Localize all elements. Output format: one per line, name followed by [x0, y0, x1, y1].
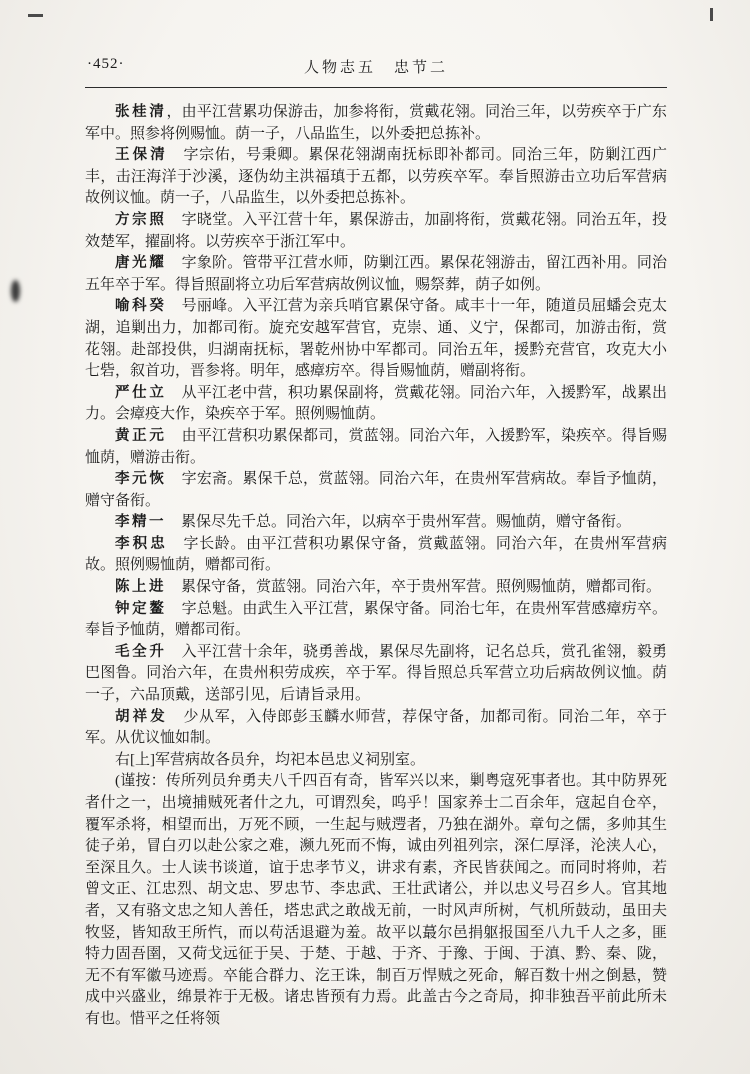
person-name: 唐光耀 — [115, 255, 167, 272]
scan-artifact — [710, 8, 713, 21]
biography-entry — [85, 642, 667, 707]
page-number: ·452· — [87, 56, 125, 72]
page-body — [85, 102, 667, 1031]
person-name: 李精一 — [115, 514, 166, 531]
person-name: 钟定鳌 — [115, 600, 167, 617]
editor-commentary — [85, 771, 667, 1030]
biography-entry — [85, 534, 667, 577]
entry-text: 号丽峰。入平江营为亲兵哨官累保守备。咸丰十一年，随道员屈蟠会克太湖，追剿出力，加都司衔。旋充安越军营官，克崇、通、义宁，保都司，加游击衔，赏花翎。赴部投供，归湖南抚标，署乾州协中军都司。同治五年，援黔充营官，攻克大小七砦，叙首功，晋参将。明年，感瘴疠卒。得旨赐恤荫，赠副将衔。 — [85, 298, 667, 380]
biography-entry — [85, 707, 667, 750]
commentary-text: (谨按：传所列员弁勇夫八千四百有奇，皆军兴以来，剿粤寇死事者也。其中防界死者什之一，出境捕贼死者什之九，可谓烈矣，呜乎！国家养士二百余年，寇起自仓卒，覆军杀将，相望而出，万死不顾，一生起与贼遌者，乃独在湖外。章句之儒，多帅其生徒子弟，冒白刃以赴公家之难，濒九死而不悔，诚由列祖列宗，深仁厚泽，沦浃人心，至深且久。士人读书谈道，谊于忠孝节义，讲求有素，齐民皆获闻之。而同时将帅，若曾文正、江忠烈、胡文忠、罗忠节、李忠武、王壮武诸公，并以忠义号召乡人。官其地者，又有骆文忠之知人善任，塔忠武之敢战无前，一时风声所树，气机所鼓动，虽田夫牧竖，皆知敌王所忾，而以苟活退避为羞。故平以蕞尔邑捐躯报国至八九千人之多，匪特力固吾圉，又荷戈远征于吴、于楚、于越、于齐、于豫、于闽、于滇、黔、秦、陇，无不有军徽马迹焉。卒能合群力、汔王诛，制百万悍贼之死命，解百数十州之倒悬，赞成中兴盛业，绵景祚于无极。诸忠皆预有力焉。此盖古今之奇局，抑非独吾平前此所未有也。惜平之任将领 — [85, 773, 667, 1027]
person-name: 方宗照 — [115, 211, 167, 228]
person-name: 胡祥发 — [115, 708, 168, 725]
biography-entry — [85, 102, 667, 145]
entry-text: 由平江营积功累保都司，赏蓝翎。同治六年，入援黔军，染疾卒。得旨赐恤荫，赠游击衔。 — [85, 427, 667, 466]
entry-text: 字晓堂。入平江营十年，累保游击，加副将衔，赏戴花翎。同治五年，投效楚军，擢副将。以劳疾卒于浙江军中。 — [85, 211, 667, 250]
entry-text: 字宗佑，号秉卿。累保花翎湖南抚标即补都司。同治三年，防剿江西广丰，击汪海洋于沙溪，逐伪幼主洪福瑱于五都，以劳疾卒军。奉旨照游击立功后军营病故例议恤。荫一子，八品监生，以外委把总拣补。 — [85, 147, 667, 207]
running-title: 人物志五 忠节二 — [303, 60, 448, 76]
closing-note — [85, 750, 667, 772]
person-name: 陈上进 — [115, 579, 166, 596]
biography-entry — [85, 210, 667, 253]
entry-text: 累保尽先千总。同治六年，以病卒于贵州军营。赐恤荫，赠守备衔。 — [166, 514, 632, 531]
header-divider — [85, 87, 667, 88]
entry-text: 字象阶。管带平江营水师，防剿江西。累保花翎游击，留江西补用。同治五年卒于军。得旨照副将立功后军营病故例议恤，赐祭葬，荫子如例。 — [85, 255, 667, 293]
biography-entry — [85, 253, 667, 296]
closing-note-text: 右[上]军营病故各员弁，均祀本邑忠义祠别室。 — [115, 751, 425, 768]
biography-entry — [85, 577, 667, 599]
person-name: 李积忠 — [115, 535, 168, 552]
person-name: 毛全升 — [115, 643, 167, 660]
page-header — [85, 56, 667, 78]
scan-artifact — [11, 280, 20, 302]
person-name: 张桂清 — [115, 104, 167, 120]
biography-entry — [85, 145, 667, 210]
person-name: 喻科癸 — [115, 298, 167, 315]
entry-text: 字宏斋。累保千总，赏蓝翎。同治六年，在贵州军营病故。奉旨予恤荫，赠守备衔。 — [85, 471, 667, 509]
entry-text: 少从军，入侍郎彭玉麟水师营，荐保守备，加都司衔。同治二年，卒于军。从优议恤如制。 — [85, 708, 667, 747]
biography-entry — [85, 426, 667, 469]
entry-text: 字总魁。由武生入平江营，累保守备。同治七年，在贵州军营感瘴疠卒。奉旨予恤荫，赠都司衔。 — [85, 600, 667, 639]
entry-text: ，由平江营累功保游击，加参将衔，赏戴花翎。同治三年，以劳疾卒于广东军中。照参将例赐恤。荫一子，八品监生，以外委把总拣补。 — [85, 104, 667, 142]
entry-text: 累保守备，赏蓝翎。同治六年，卒于贵州军营。照例赐恤荫，赠都司衔。 — [166, 579, 662, 596]
person-name: 黄正元 — [115, 427, 167, 444]
biography-entry — [85, 296, 667, 382]
biography-entry — [85, 383, 667, 426]
person-name: 李元恢 — [115, 471, 167, 488]
biography-entry — [85, 512, 667, 534]
entry-text: 字长龄。由平江营积功累保守备，赏戴蓝翎。同治六年，在贵州军营病故。照例赐恤荫，赠都司衔。 — [85, 535, 667, 574]
scan-artifact — [28, 14, 43, 17]
biography-entry — [85, 469, 667, 512]
biography-entry — [85, 599, 667, 642]
person-name: 王保清 — [115, 147, 168, 164]
entry-text: 入平江营十余年，骁勇善战，累保尽先副将，记名总兵，赏孔雀翎，毅勇巴图鲁。同治六年，在贵州积劳成疾，卒于军。得旨照总兵军营立功后病故例议恤。荫一子，六品顶戴，送部引见，后请旨录用。 — [85, 643, 667, 704]
person-name: 严仕立 — [115, 384, 167, 401]
entry-text: 从平江老中营，积功累保副将，赏戴花翎。同治六年，入援黔军，战累出力。会瘴疫大作，染疾卒于军。照例赐恤荫。 — [85, 384, 667, 423]
